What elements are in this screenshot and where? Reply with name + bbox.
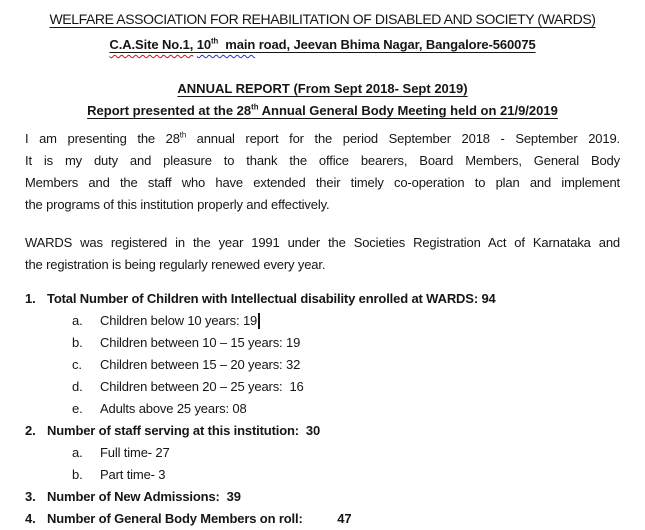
header-org-name-text: WELFARE ASSOCIATION FOR REHABILITATION OF DISABLED AND SOCIETY (WARDS) [49, 11, 596, 27]
paragraph-line: Members and the staff who have extended their timely co-operation to plan and implement [25, 175, 620, 190]
list-text: Children between 20 – 25 years: 16 [100, 379, 304, 394]
intro-paragraph [25, 128, 620, 216]
header-org-name [25, 6, 620, 32]
address-street: main [218, 37, 256, 52]
list-marker: 3. [25, 489, 36, 504]
list-marker: 1. [25, 291, 36, 306]
list-text: Number of General Body Members on roll: 47 [47, 511, 352, 526]
intro-line1-b: annual report for the period September 2018 - September 2019. [186, 131, 620, 146]
list-marker: a. [72, 313, 83, 328]
paragraph-line: the registration is being regularly renewed every year. [25, 257, 326, 272]
list-subitem-below-10 [25, 310, 620, 332]
intro-line1-a: I am presenting the 28 [25, 131, 180, 146]
list-item-staff [25, 420, 620, 442]
list-text: Number of New Admissions: 39 [47, 489, 241, 504]
paragraph-line [25, 128, 620, 150]
list-item-new-admissions [25, 486, 620, 508]
list-subitem-part-time [25, 464, 620, 486]
list-subitem-adults-25 [25, 398, 620, 420]
numbered-list [25, 288, 620, 530]
list-marker: c. [72, 357, 82, 372]
list-text: Part time- 3 [100, 467, 166, 482]
ordinal-superscript: th [179, 130, 186, 140]
header-address-line [25, 32, 620, 58]
ordinal-superscript: th [251, 102, 259, 112]
report-subtitle [25, 100, 620, 122]
list-marker: 2. [25, 423, 36, 438]
list-subitem-full-time [25, 442, 620, 464]
list-item-total-children [25, 288, 620, 310]
list-text: Children below 10 years: 19 [100, 313, 258, 328]
paragraph-line: the programs of this institution properly and effectively. [25, 197, 330, 212]
list-marker: a. [72, 445, 83, 460]
report-title [25, 78, 620, 100]
paragraph-line: It is my duty and pleasure to thank the office bearers, Board Members, General Body [25, 153, 620, 168]
ordinal-superscript: th [211, 36, 219, 46]
grammar-blue-squiggle [197, 37, 255, 52]
address-rest: road, Jeevan Bhima Nagar, Bangalore-560075 [255, 37, 536, 52]
list-marker: b. [72, 335, 83, 350]
report-subtitle-text-b: Annual General Body Meeting held on 21/9/2019 [258, 103, 558, 118]
list-item-general-body-members [25, 508, 620, 530]
list-subitem-10-15 [25, 332, 620, 354]
list-marker: e. [72, 401, 83, 416]
list-text: Full time- 27 [100, 445, 170, 460]
list-marker: 4. [25, 511, 36, 526]
list-marker: d. [72, 379, 83, 394]
list-text: Children between 15 – 20 years: 32 [100, 357, 301, 372]
list-text: Total Number of Children with Intellectual disability enrolled at WARDS: 94 [47, 291, 496, 306]
registration-paragraph [25, 232, 620, 276]
list-subitem-20-25 [25, 376, 620, 398]
address-number: 10 [196, 37, 212, 52]
list-marker: b. [72, 467, 83, 482]
list-text: Adults above 25 years: 08 [100, 401, 247, 416]
list-text: Children between 10 – 15 years: 19 [100, 335, 301, 350]
spellcheck-red-squiggle: C.A.Site No.1, [109, 37, 194, 52]
text-cursor [258, 313, 260, 329]
list-text: Number of staff serving at this institution: 30 [47, 423, 321, 438]
report-title-text: ANNUAL REPORT (From Sept 2018- Sept 2019) [177, 81, 468, 96]
report-subtitle-text-a: Report presented at the 28 [87, 103, 252, 118]
list-subitem-15-20 [25, 354, 620, 376]
paragraph-line: WARDS was registered in the year 1991 under the Societies Registration Act of Karnataka and [25, 235, 620, 250]
